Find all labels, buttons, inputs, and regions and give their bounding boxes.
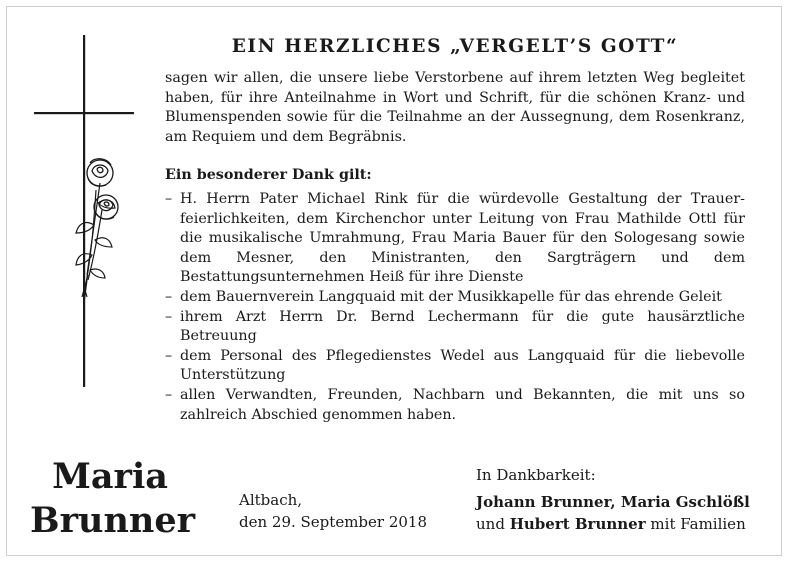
thanks-item (165, 347, 745, 386)
place-and-date (239, 489, 427, 533)
dash-bullet: – (165, 308, 173, 325)
thanks-item (165, 190, 745, 288)
thanks-item-text: dem Bauernverein Langquaid mit der Musikkapelle für das ehrende Geleit (180, 288, 722, 305)
notice-title: EIN HERZLICHES „VERGELT’S GOTT“ (231, 36, 679, 57)
intro-paragraph: sagen wir allen, die unsere liebe Verstorbene auf ihrem letzten Weg begleitet haben, für ihre Anteilnahme in Wort und Schrift, für die schönen Kranz- und Blumenspenden sowie für die Teilnahme an der Aussegnung, dem Rosenkranz, am Requiem und dem Begräbnis. (165, 70, 745, 145)
signers-prefix: und (476, 515, 505, 533)
cross-with-roses-icon (32, 35, 142, 390)
thanks-item (165, 288, 745, 308)
thanks-list (165, 190, 745, 425)
dash-bullet: – (165, 347, 173, 364)
deceased-name (30, 455, 196, 543)
thanks-item-text: H. Herrn Pater Michael Rink für die würdevolle Gestaltung der Trauerfeierlichkeiten, dem Kirchenchor unter Leitung von Frau Mathilde Ottl für die musikalische Umrahmung, Frau Maria Bauer für den Sologesang sowie dem Mesner, den Ministranten, den Sargträgern und dem Bestattungsunternehmen Heiß für ihre Dienste (180, 191, 745, 286)
signers-names-1: Johann Brunner, Maria Gschlößl (476, 493, 750, 511)
thanks-item-text: dem Personal des Pflegedienstes Wedel aus Langquaid für die liebevolle Unterstützung (180, 347, 745, 384)
place: Altbach, (239, 491, 303, 509)
signers-line-2 (476, 513, 750, 535)
closing-phrase: In Dankbarkeit: (476, 466, 596, 484)
dash-bullet: – (165, 288, 173, 305)
thanks-item-text: ihrem Arzt Herrn Dr. Bernd Lechermann für die gute hausärztliche Betreuung (180, 308, 745, 345)
dash-bullet: – (165, 386, 173, 403)
signers-suffix: mit Familien (650, 515, 746, 533)
dash-bullet: – (165, 191, 173, 207)
signers-block (476, 464, 750, 535)
signers-name-2: Hubert Brunner (509, 515, 646, 533)
date: den 29. September 2018 (239, 513, 428, 531)
thanks-item (165, 308, 745, 347)
thanks-heading: Ein besonderer Dank gilt: (165, 167, 372, 183)
thanks-item-text: allen Verwandten, Freunden, Nachbarn und Bekannten, die mit uns so zahlreich Abschied genommen haben. (180, 386, 745, 423)
signers-line-1 (476, 491, 750, 513)
thanks-item (165, 386, 745, 425)
deceased-last-name: Brunner (30, 500, 196, 541)
deceased-first-name: Maria (52, 456, 168, 497)
